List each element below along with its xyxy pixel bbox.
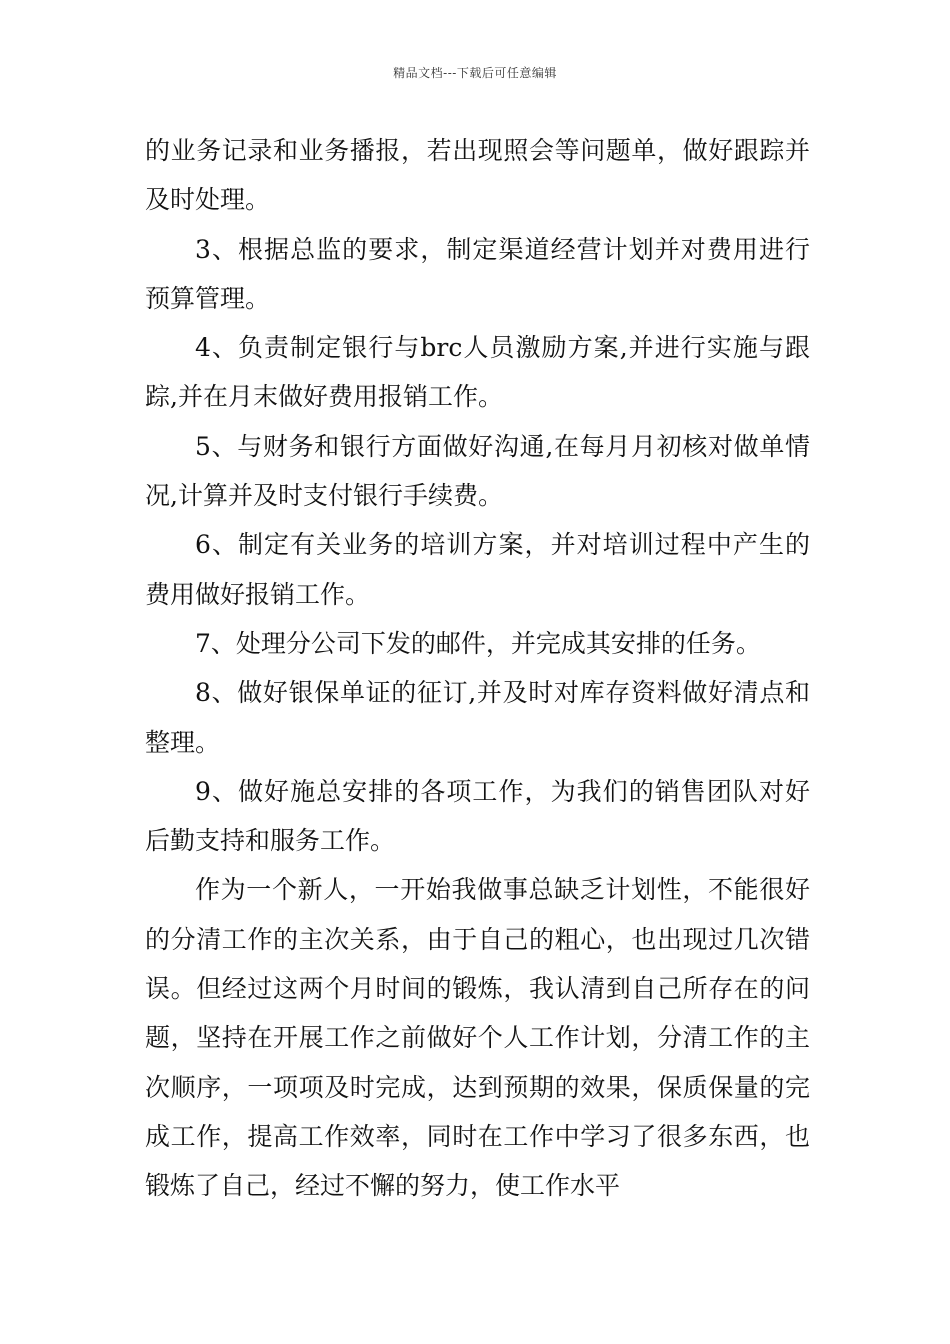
document-body	[145, 126, 810, 1211]
paragraph-item-5: 5、与财务和银行方面做好沟通,在每月月初核对做单情况,计算并及时支付银行手续费。	[145, 431, 810, 511]
page-header: 精品文档---下载后可任意编辑	[393, 66, 557, 80]
paragraph-item-7: 7、处理分公司下发的邮件，并完成其安排的任务。	[195, 628, 761, 658]
paragraph-item-3: 3、根据总监的要求，制定渠道经营计划并对费用进行预算管理。	[145, 234, 810, 313]
paragraph-item-4: 4、负责制定银行与brc人员激励方案,并进行实施与跟踪,并在月末做好费用报销工作。	[145, 333, 810, 412]
paragraph-item-6: 6、制定有关业务的培训方案，并对培训过程中产生的费用做好报销工作。	[145, 530, 810, 609]
paragraph-continuation: 的业务记录和业务播报，若出现照会等问题单，做好跟踪并及时处理。	[145, 136, 810, 215]
paragraph-item-9: 9、做好施总安排的各项工作，为我们的销售团队对好后勤支持和服务工作。	[145, 776, 810, 856]
paragraph-item-8: 8、做好银保单证的征订,并及时对库存资料做好清点和整理。	[145, 678, 810, 757]
paragraph-summary: 作为一个新人，一开始我做事总缺乏计划性，不能很好的分清工作的主次关系，由于自己的粗心，也出现过几次错误。但经过这两个月时间的锻炼，我认清到自己所存在的问题，坚持在开展工作之前做好个人工作计划，分清工作的主次顺序，一项项及时完成，达到预期的效果，保质保量的完成工作，提高工作效率，同时在工作中学习了很多东西，也锻炼了自己，经过不懈的努力，使工作水平	[145, 875, 810, 1201]
